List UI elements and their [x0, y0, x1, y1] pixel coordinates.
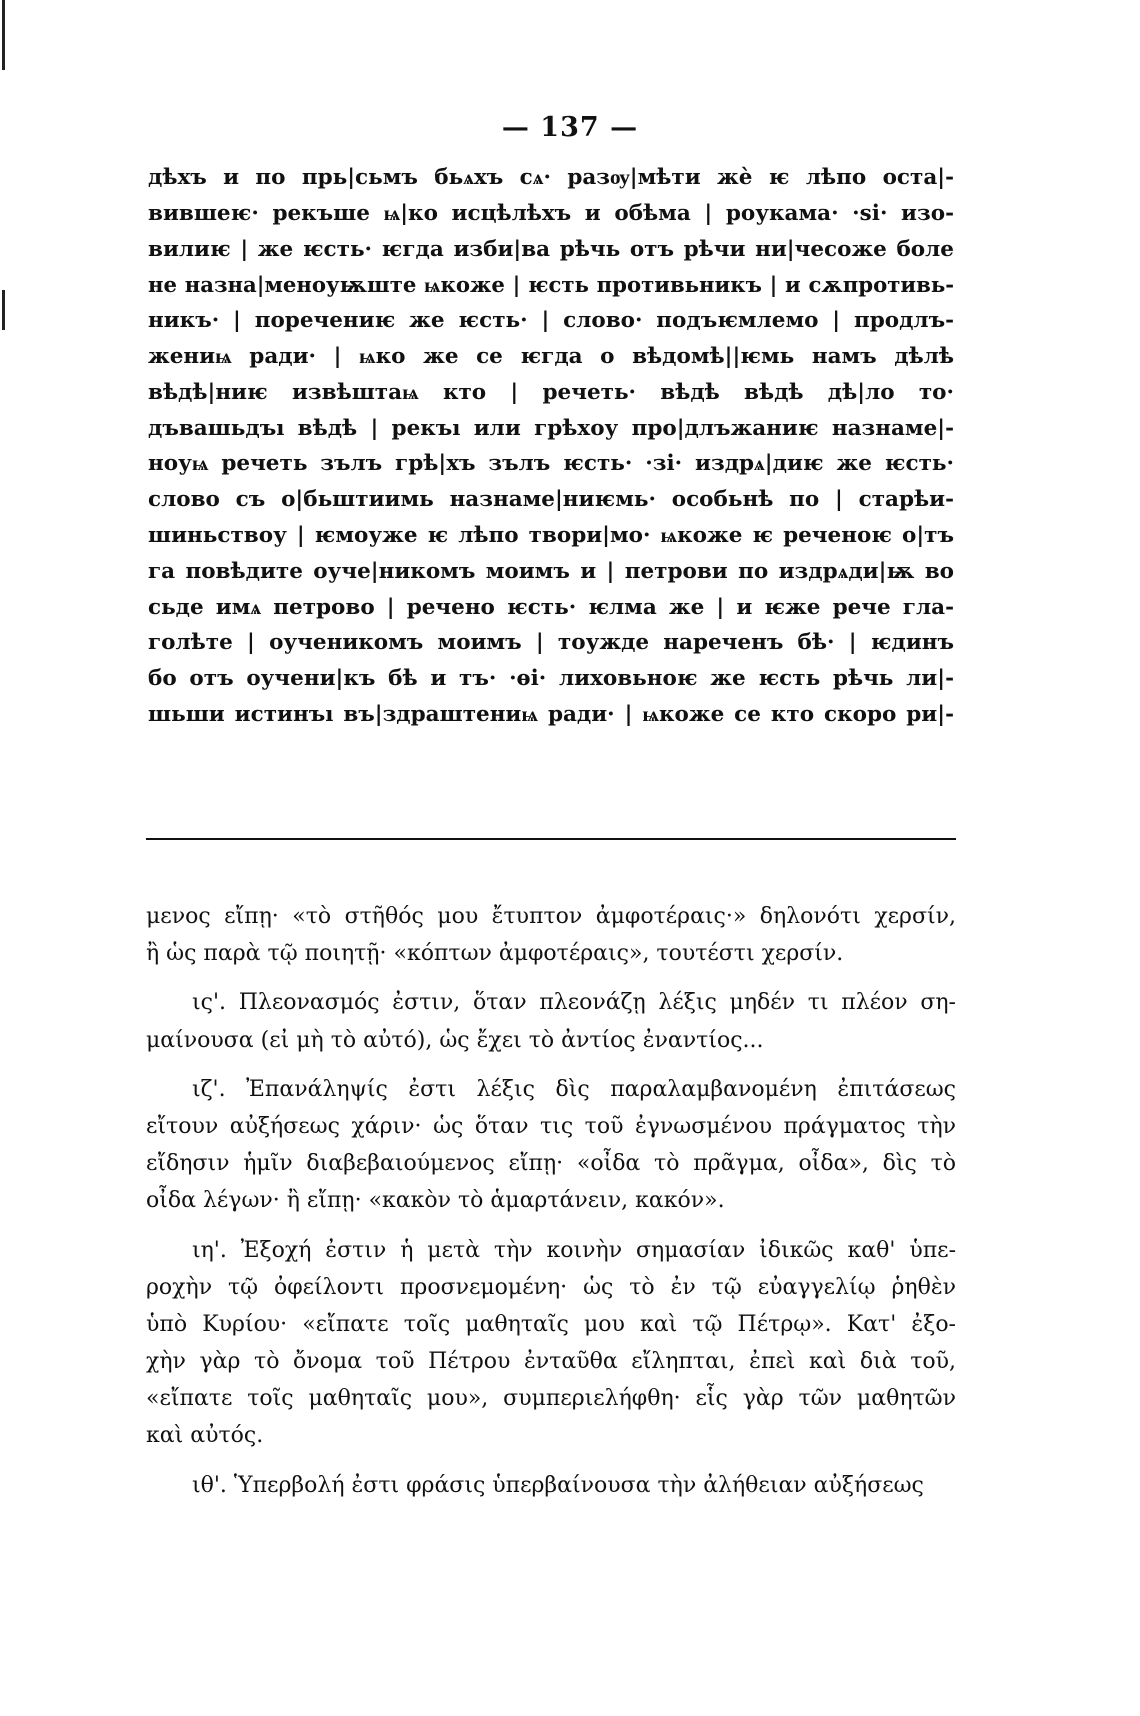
greek-line: εἴδησιν ἡμῖν διαβεβαιούμενος εἴπῃ· «οἶδα τὸ πρᾶγμα, οἶδα», δὶς τὸ [146, 1151, 956, 1177]
slavonic-line: вившеѥ· рекъше ѩ|ко исцѣлѣхъ и обѣма | роукама· ·ѕі· изо- [148, 200, 954, 226]
greek-line: χὴν γὰρ τὸ ὄνομα τοῦ Πέτρου ἐνταῦθα εἴληπται, ἐπεὶ καὶ διὰ τοῦ, [146, 1349, 956, 1375]
slavonic-text-block [148, 160, 954, 733]
paragraph-gap [146, 1220, 956, 1232]
slavonic-line: никъ· | поречениѥ же ѥсть· | слово· подъѥмлемо | продлъ- [148, 308, 954, 334]
greek-paragraph [146, 1467, 956, 1504]
slavonic-line: дъвашьдъı вѣдѣ | рекъı или грѣхоу про|длъжаниѥ назнаме|- [148, 415, 954, 441]
paragraph-gap [146, 972, 956, 984]
greek-line: ις'. Πλεονασμός ἐστιν, ὅταν πλεονάζῃ λέξις μηδέν τι πλέον ση- [192, 990, 956, 1016]
greek-paragraph [146, 984, 956, 1058]
greek-line: ὑπὸ Κυρίου· «εἴπατε τοῖς μαθηταῖς μου καὶ τῷ Πέτρῳ». Κατ' ἐξο- [146, 1311, 956, 1337]
greek-line: ιθ'. Ὑπερβολή ἐστι φράσις ὑπερβαίνουσα τὴν ἀλήθειαν αὐξήσεως [192, 1472, 924, 1498]
scan-edge-mark-lower [2, 290, 5, 330]
slavonic-line: ноуѩ речеть зълъ грѣ|хъ зълъ ѥсть· ·зі· издрѧ|диѥ же ѥсть· [148, 451, 954, 477]
greek-paragraph [146, 898, 956, 972]
greek-line: μαίνουσα (εἰ μὴ τὸ αὐτό), ὡς ἔχει τὸ ἀντίος ἐναντίος... [146, 1027, 764, 1053]
greek-line: ροχὴν τῷ ὀφείλοντι προσνεμομένη· ὡς τὸ ἐν τῷ εὐαγγελίῳ ῥηθὲν [146, 1274, 956, 1300]
slavonic-line: бо отъ оучени|къ бѣ и тъ· ·ѳі· лиховьноѥ же ѥсть рѣчь ли|- [148, 666, 954, 692]
greek-line: εἴτουν αὐξήσεως χάριν· ὡς ὅταν τις τοῦ ἐγνωσμένου πράγματος τὴν [146, 1113, 956, 1139]
paragraph-gap [146, 1059, 956, 1071]
greek-line: καὶ αὐτός. [146, 1423, 264, 1449]
slavonic-line: шиньствоу | ѥмоуже ѥ лѣпо твори|мо· ѩкоже ѥ реченоѥ о|тъ [148, 522, 954, 548]
scan-edge-mark [2, 0, 5, 70]
slavonic-line: шьши истинъı въ|здраштениѩ ради· | ѩкоже се кто скоро ри|- [148, 701, 954, 727]
slavonic-line: жениѩ ради· | ѩко же се ѥгда о вѣдомѣ||ѥмь намъ дѣлѣ [148, 343, 954, 369]
greek-text-block [146, 898, 956, 1504]
greek-line: ιζ'. Ἐπανάληψίς ἐστι λέξις δὶς παραλαμβανομένη ἐπιτάσεως [192, 1076, 956, 1102]
greek-line: μενος εἴπῃ· «τὸ στῆθός μου ἔτυπτον ἀμφοτέραις·» δηλονότι χερσίν, [146, 904, 956, 929]
slavonic-line: голѣте | оученикомъ моимъ | тоужде нареченъ бѣ· | ѥдинъ [148, 630, 954, 656]
greek-line: ιη'. Ἐξοχή ἐστιν ἡ μετὰ τὴν κοινὴν σημασίαν ἰδικῶς καθ' ὑπε- [192, 1237, 956, 1263]
slavonic-line: не назна|меноуѭште ѩкоже | ѥсть противьникъ | и сѫпротивь- [148, 272, 954, 298]
slavonic-line: дѣхъ и по прь|сьмъ бьѧхъ сѧ· разѹ|мѣти жѐ ѥ лѣпо оста|- [148, 165, 954, 190]
greek-line: οἶδα λέγων· ἢ εἴπῃ· «κακὸν τὸ ἁμαρτάνειν, κακόν». [146, 1188, 725, 1214]
greek-paragraph [146, 1232, 956, 1455]
slavonic-line: га повѣдите оучe|никомъ моимъ и | петрови по издрѧди|ѭ во [148, 558, 954, 584]
greek-line: «εἴπατε τοῖς μαθηταῖς μου», συμπεριελήφθη· εἷς γὰρ τῶν μαθητῶν [146, 1386, 956, 1412]
greek-line: ἢ ὡς παρὰ τῷ ποιητῇ· «κόπτων ἀμφοτέραις», τουτέστι χερσίν. [146, 941, 844, 967]
slavonic-line: вилиѥ | же ѥсть· ѥгда изби|ва рѣчь отъ рѣчи ни|чесоже боле [148, 236, 954, 262]
greek-paragraph [146, 1071, 956, 1220]
slavonic-line: вѣдѣ|ниѥ извѣштаѩ кто | речеть· вѣдѣ вѣдѣ дѣ|ло то· [148, 379, 954, 405]
slavonic-line: сьде имѧ петрово | речено ѥсть· ѥлмa же | и ѥже рече гла- [148, 594, 954, 620]
paragraph-gap [146, 1455, 956, 1467]
page-number: — 137 — [501, 112, 639, 143]
slavonic-line: слово съ о|бьштиимь назнаме|ниѥмь· особьнѣ по | старѣи- [148, 487, 954, 513]
section-divider [146, 838, 956, 840]
